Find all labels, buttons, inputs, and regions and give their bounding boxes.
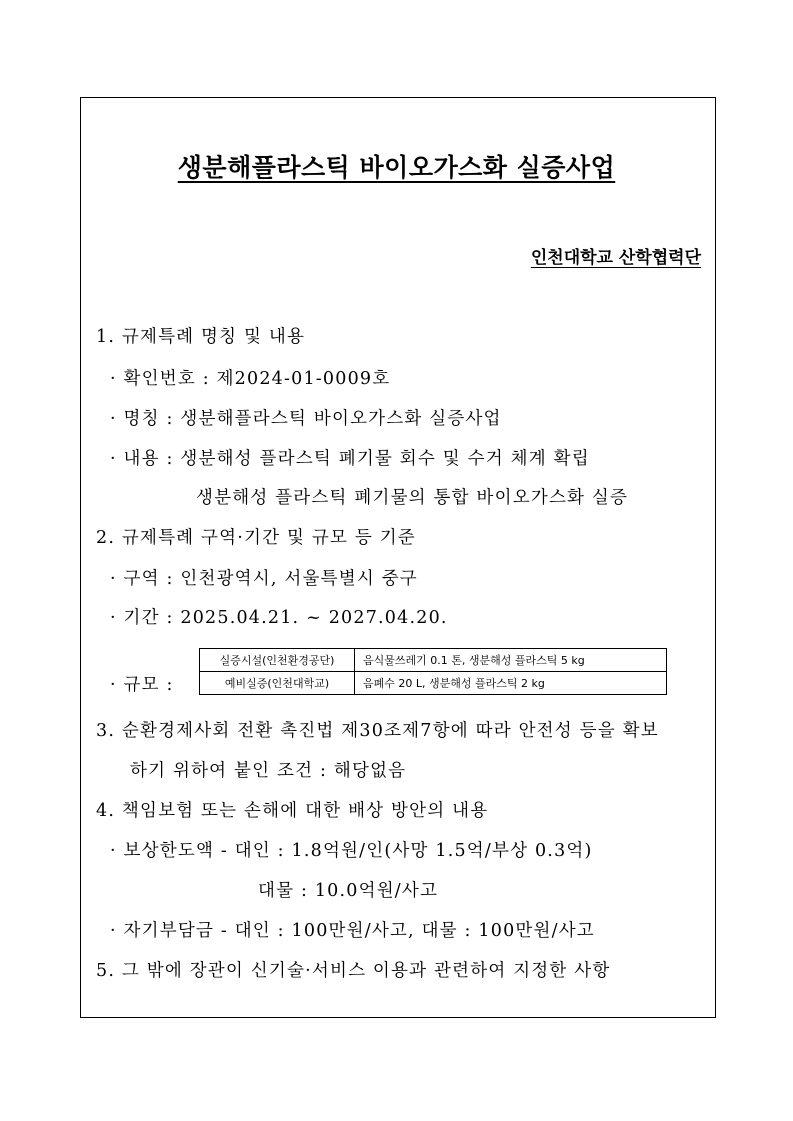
deductible: · 자기부담금 - 대인 : 100만원/사고, 대물 : 100만원/사고 bbox=[110, 921, 595, 941]
facility-cell: 예비실증(인천대학교) bbox=[200, 672, 355, 695]
organization-name: 인천대학교 산학협력단 bbox=[530, 248, 701, 268]
area: · 구역 : 인천광역시, 서울특별시 중구 bbox=[110, 569, 418, 589]
facility-cell: 실증시설(인천환경공단) bbox=[200, 649, 355, 672]
detail-cell: 음폐수 20 L, 생분해성 플라스틱 2 kg bbox=[355, 672, 667, 695]
project-name: · 명칭 : 생분해플라스틱 바이오가스화 실증사업 bbox=[110, 409, 502, 429]
content-line-1: · 내용 : 생분해성 플라스틱 폐기물 회수 및 수거 체계 확립 bbox=[110, 449, 590, 469]
period: · 기간 : 2025.04.21. ~ 2027.04.20. bbox=[110, 608, 448, 628]
compensation-limit-property: 대물 : 10.0억원/사고 bbox=[258, 881, 439, 901]
detail-cell: 음식물쓰레기 0.1 톤, 생분해성 플라스틱 5 kg bbox=[355, 649, 667, 672]
document-title: 생분해플라스틱 바이오가스화 실증사업 bbox=[177, 153, 616, 182]
section-1-heading: 1. 규제특례 명칭 및 내용 bbox=[96, 327, 306, 347]
section-4-heading: 4. 책임보험 또는 손해에 대한 배상 방안의 내용 bbox=[96, 801, 489, 821]
table-row bbox=[200, 649, 667, 672]
section-3-line-1: 3. 순환경제사회 전환 촉진법 제30조제7항에 따라 안전성 등을 확보 bbox=[96, 721, 659, 741]
content-line-2: 생분해성 플라스틱 폐기물의 통합 바이오가스화 실증 bbox=[196, 488, 629, 508]
scale-table bbox=[199, 648, 667, 695]
section-3-line-2: 하기 위하여 붙인 조건 : 해당없음 bbox=[130, 761, 407, 781]
compensation-limit-personal: · 보상한도액 - 대인 : 1.8억원/인(사망 1.5억/부상 0.3억) bbox=[110, 841, 593, 861]
table-row bbox=[200, 672, 667, 695]
section-2-heading: 2. 규제특례 구역·기간 및 규모 등 기준 bbox=[96, 528, 416, 548]
confirmation-number: · 확인번호 : 제2024-01-0009호 bbox=[110, 369, 391, 389]
scale-label: · 규모 : bbox=[110, 675, 174, 695]
section-5-heading: 5. 그 밖에 장관이 신기술·서비스 이용과 관련하여 지정한 사항 bbox=[96, 961, 611, 981]
